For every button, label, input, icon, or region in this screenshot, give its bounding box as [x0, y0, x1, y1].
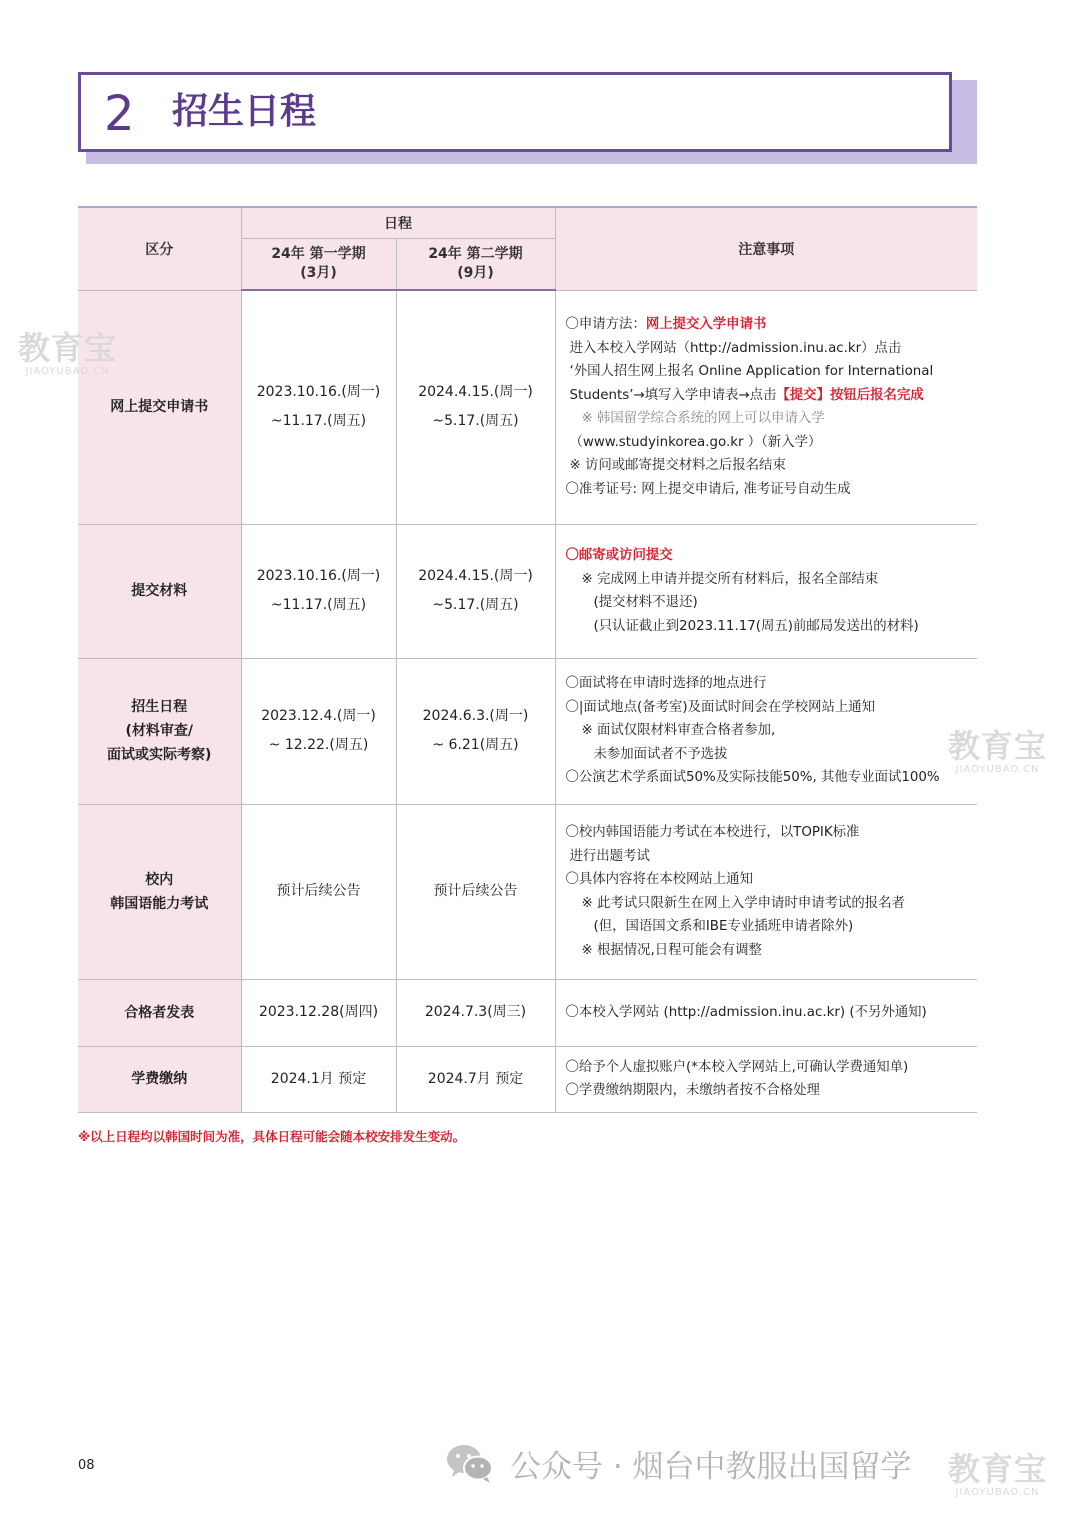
note-line [566, 360, 970, 384]
schedule-row [78, 1046, 977, 1112]
term2-date-cell [396, 979, 555, 1046]
note-text: （www.studyinkorea.go.kr ）（新入学） [569, 434, 822, 450]
header-term1 [241, 238, 396, 290]
note-line [566, 454, 970, 478]
category-cell [78, 290, 241, 524]
watermark-left [18, 330, 117, 378]
term2-date-line: 2024.6.3.(周一) [422, 708, 529, 724]
term1-date-cell [241, 290, 396, 524]
notes-cell [555, 1046, 977, 1112]
footnote: ※以上日程均以韩国时间为准，具体日程可能会随本校安排发生变动。 [78, 1129, 466, 1144]
watermark-right [948, 728, 1047, 776]
schedule-table [78, 206, 977, 1113]
header-term1-line1: 24年 第一学期 [271, 245, 366, 262]
term2-date-cell [396, 524, 555, 658]
note-line [566, 868, 970, 892]
note-line [566, 892, 970, 916]
note-line [566, 766, 970, 790]
category-label: 学费缴纳 [131, 1071, 188, 1087]
watermark-cn: 教育宝 [18, 329, 118, 367]
term2-date-cell [396, 658, 555, 804]
category-label: 校内 [145, 871, 174, 888]
schedule-row [78, 658, 977, 804]
category-label: 网上提交申请书 [110, 399, 209, 415]
wechat-account-name: 公众号 · 烟台中教服出国留学 [510, 1448, 912, 1485]
note-highlight: 网上提交入学申请书 [645, 317, 767, 332]
watermark-en: JIAOYUBAO.CN [955, 1487, 1040, 1498]
section-number: 2 [104, 86, 135, 142]
note-line [566, 696, 970, 720]
note-line [566, 313, 970, 337]
watermark-cn: 教育宝 [948, 727, 1048, 765]
term2-date-line: 2024.7.3(周三) [424, 1004, 527, 1020]
note-line [566, 591, 970, 615]
category-cell [78, 1046, 241, 1112]
note-line [566, 478, 970, 502]
category-label: (材料审查/ [125, 723, 193, 739]
category-label: 招生日程 [131, 699, 188, 715]
watermark-bottom [948, 1451, 1047, 1499]
note-text: 〇学费缴纳期限内，未缴纳者按不合格处理 [565, 1083, 820, 1098]
note-line [566, 719, 970, 743]
wechat-icon [444, 1441, 496, 1485]
term2-date-cell [396, 1046, 555, 1112]
notes-cell [555, 290, 977, 524]
term2-date-line: ~5.17.(周五) [432, 597, 519, 613]
category-label: 提交材料 [131, 583, 188, 599]
note-highlight: 〇邮寄或访问提交 [565, 548, 673, 563]
category-label: 面试或实际考察) [107, 747, 212, 763]
note-text: 〇校内韩国语能力考试在本校进行，以TOPIK标准 [565, 825, 860, 840]
note-text: 〇准考证号: 网上提交申请后, 准考证号自动生成 [565, 481, 851, 497]
note-line [566, 672, 970, 696]
note-line [566, 544, 970, 568]
schedule-row [78, 290, 977, 524]
note-text: 〇给予个人虚拟账户(*本校入学网站上,可确认学费通知单) [565, 1059, 909, 1075]
header-term1-line2: (3月) [300, 264, 337, 281]
note-text: 〇|面试地点(备考室)及面试时间会在学校网站上通知 [565, 699, 876, 715]
term1-date-line: ~11.17.(周五) [270, 597, 367, 613]
watermark-en: JIAOYUBAO.CN [25, 366, 110, 377]
notes-cell [555, 804, 977, 979]
note-line [566, 743, 970, 767]
term2-date-line: ~ 6.21(周五) [432, 737, 519, 753]
term1-date-line: 2023.12.4.(周一) [261, 708, 376, 724]
note-text: 〇公演艺术学系面试50%及实际技能50%, 其他专业面试100% [565, 770, 940, 786]
note-text: ※ 访问或邮寄提交材料之后报名结束 [569, 458, 786, 473]
term2-date-line: ~5.17.(周五) [432, 413, 519, 430]
term2-date-line: 2024.4.15.(周一) [418, 384, 533, 401]
note-line [566, 1079, 970, 1103]
term1-date-line: 2023.12.28(周四) [258, 1004, 379, 1020]
note-text: ※ 面试仅限材料审查合格者参加, [581, 723, 776, 739]
note-text: ※ 根据情况,日程可能会有调整 [581, 942, 762, 958]
note-line [566, 821, 970, 845]
note-text: 〇申请方法： [565, 317, 646, 332]
term1-date-cell [241, 979, 396, 1046]
term1-date-cell [241, 524, 396, 658]
note-text: 进行出题考试 [569, 848, 650, 864]
note-text: (只认证截止到2023.11.17(周五)前邮局发送出的材料) [593, 618, 919, 634]
note-text: ※ 此考试只限新生在网上入学申请时申请考试的报名者 [581, 895, 905, 911]
header-schedule: 日程 [241, 207, 555, 238]
term1-date-line: ~ 12.22.(周五) [268, 737, 369, 753]
note-line [566, 845, 970, 869]
header-category: 区分 [78, 207, 241, 290]
term1-date-line: 2024.1月 预定 [270, 1070, 367, 1087]
schedule-row [78, 804, 977, 979]
watermark-en: JIAOYUBAO.CN [955, 764, 1040, 775]
note-line [566, 407, 970, 431]
note-line [566, 1056, 970, 1080]
category-label: 韩国语能力考试 [110, 895, 209, 912]
note-line [566, 431, 970, 455]
note-line [566, 1001, 970, 1025]
notes-cell [555, 658, 977, 804]
section-title: 招生日程 [172, 91, 317, 132]
category-label: 合格者发表 [124, 1004, 195, 1021]
note-text: (提交材料不退还) [593, 595, 698, 610]
term1-date-line: 2023.10.16.(周一) [256, 384, 381, 401]
watermark-cn: 教育宝 [948, 1450, 1048, 1488]
schedule-row [78, 524, 977, 658]
schedule-row [78, 979, 977, 1046]
category-cell [78, 804, 241, 979]
note-line [566, 615, 970, 639]
note-text: 未参加面试者不予选拔 [593, 746, 728, 762]
term2-date-line: 预计后续公告 [433, 883, 518, 899]
note-line [566, 384, 970, 408]
category-cell [78, 524, 241, 658]
term2-date-line: 2024.7月 预定 [427, 1070, 524, 1087]
note-text: 〇面试将在申请时选择的地点进行 [565, 676, 767, 692]
term2-date-cell [396, 290, 555, 524]
note-text: 进入本校入学网站（http://admission.inu.ac.kr）点击 [569, 340, 902, 356]
note-text: ‘外国人招生网上报名 Online Application for International [569, 364, 934, 379]
wechat-account-footer [444, 1441, 912, 1485]
note-text: 〇具体内容将在本校网站上通知 [565, 872, 753, 887]
category-cell [78, 658, 241, 804]
note-text: (但，国语国文系和IBE专业插班申请者除外) [593, 919, 854, 934]
term1-date-line: 预计后续公告 [276, 883, 361, 899]
note-highlight: 【提交】按钮后报名完成 [776, 387, 924, 403]
header-term2-line1: 24年 第二学期 [428, 245, 523, 262]
page-number: 08 [78, 1458, 95, 1473]
header-term2 [396, 238, 555, 290]
term1-date-cell [241, 804, 396, 979]
header-term2-line2: (9月) [457, 264, 494, 281]
note-line [566, 915, 970, 939]
note-text: 〇本校入学网站 (http://admission.inu.ac.kr) (不另外通知) [565, 1004, 927, 1020]
category-cell [78, 979, 241, 1046]
note-text: ※ 韩国留学综合系统的网上可以申请入学 [581, 411, 825, 426]
term2-date-cell [396, 804, 555, 979]
note-line [566, 337, 970, 361]
header-notes: 注意事项 [555, 207, 977, 290]
term1-date-cell [241, 1046, 396, 1112]
note-line [566, 568, 970, 592]
note-text: Students’→填写入学申请表→点击 [569, 387, 777, 403]
note-text: ※ 完成网上申请并提交所有材料后，报名全部结束 [581, 571, 879, 587]
note-line [566, 939, 970, 963]
notes-cell [555, 979, 977, 1046]
notes-cell [555, 524, 977, 658]
schedule-table-body [78, 290, 977, 1112]
term1-date-line: ~11.17.(周五) [270, 413, 367, 430]
term1-date-line: 2023.10.16.(周一) [256, 568, 381, 584]
term1-date-cell [241, 658, 396, 804]
term2-date-line: 2024.4.15.(周一) [418, 568, 533, 584]
schedule-table-wrapper [78, 206, 977, 1113]
